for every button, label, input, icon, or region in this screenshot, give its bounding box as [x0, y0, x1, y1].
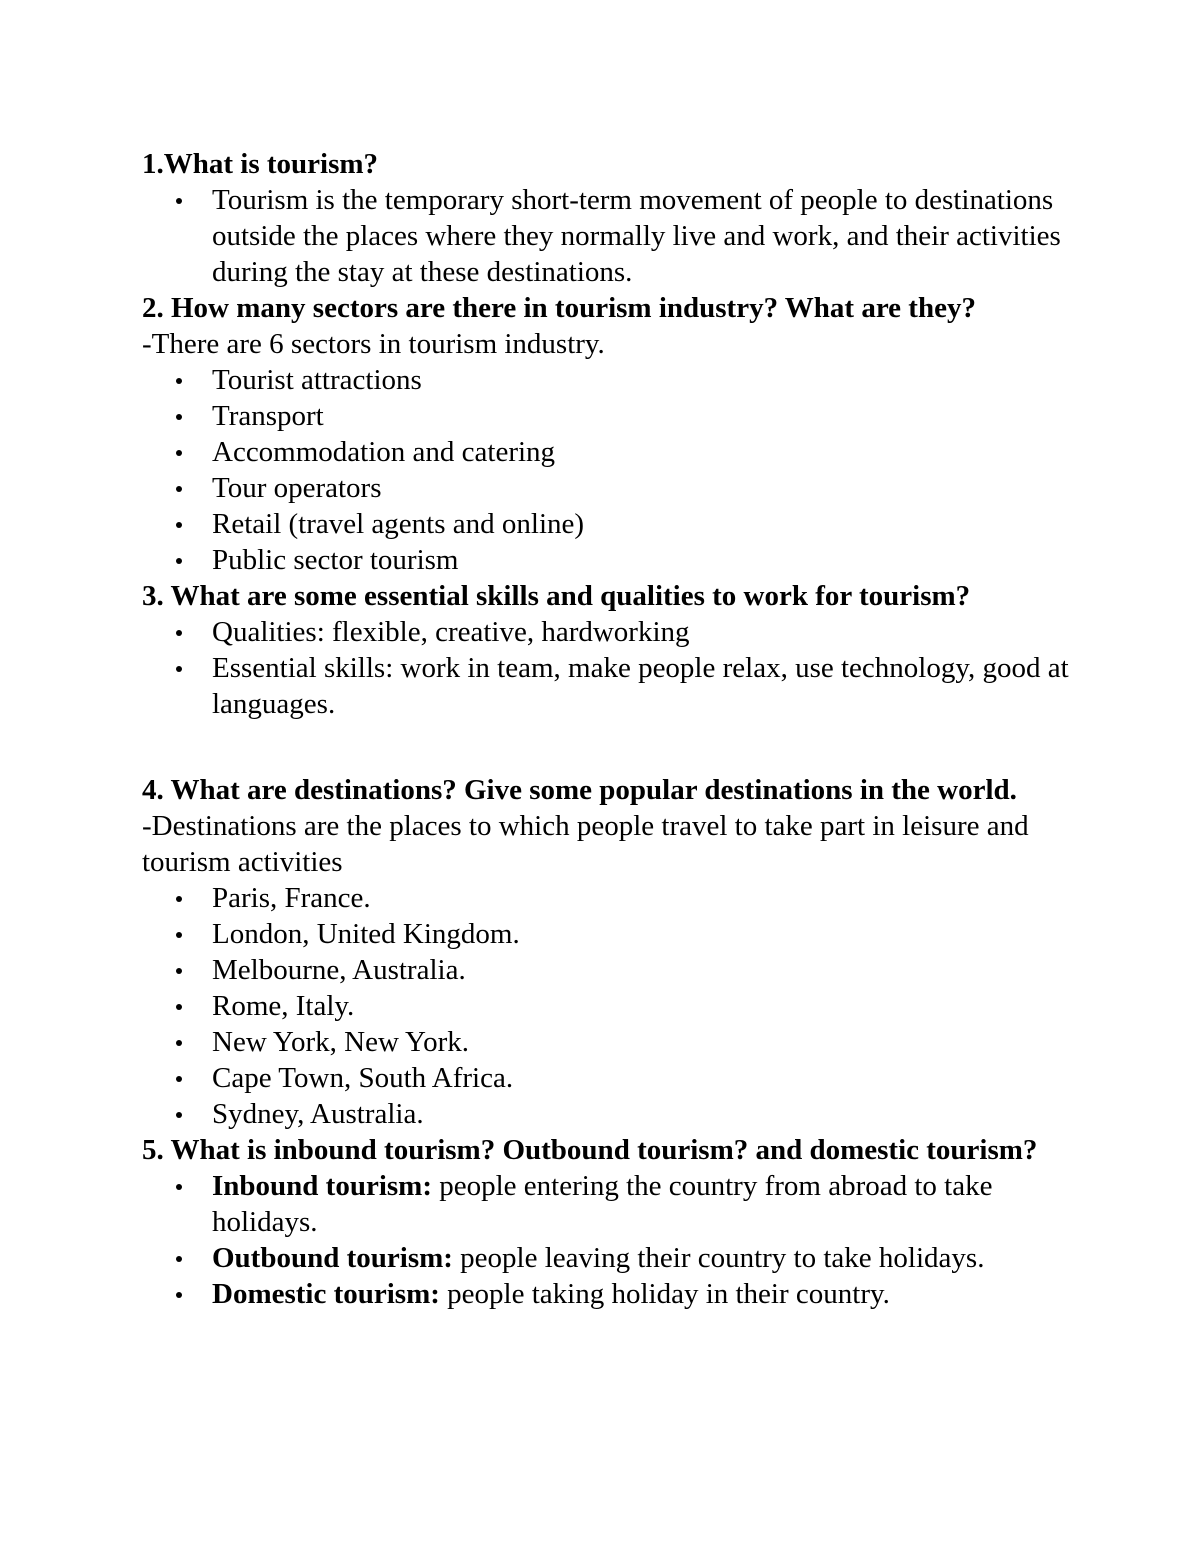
term-inbound: Inbound tourism:	[212, 1170, 432, 1202]
question-5-list	[142, 1168, 1072, 1312]
question-2-list	[142, 362, 1072, 578]
question-2-intro: -There are 6 sectors in tourism industry.	[142, 328, 605, 360]
list-item: Qualities: flexible, creative, hardworking	[142, 614, 1072, 650]
question-3-heading: 3. What are some essential skills and qualities to work for tourism?	[142, 580, 971, 612]
list-item	[142, 1168, 1072, 1240]
list-item	[142, 1240, 1072, 1276]
list-item: Tour operators	[142, 470, 1072, 506]
definition-inbound: people entering the country from abroad to take holidays.	[212, 1170, 993, 1238]
list-item: Rome, Italy.	[142, 988, 1072, 1024]
question-3-list	[142, 614, 1072, 722]
list-item: Essential skills: work in team, make people relax, use technology, good at languages.	[142, 650, 1072, 722]
list-item: Melbourne, Australia.	[142, 952, 1072, 988]
question-4-heading: 4. What are destinations? Give some popular destinations in the world.	[142, 774, 1017, 806]
question-4-list	[142, 880, 1072, 1132]
list-item: London, United Kingdom.	[142, 916, 1072, 952]
list-item: Tourist attractions	[142, 362, 1072, 398]
list-item: Sydney, Australia.	[142, 1096, 1072, 1132]
list-item: New York, New York.	[142, 1024, 1072, 1060]
question-1-list	[142, 182, 1072, 290]
list-item: Accommodation and catering	[142, 434, 1072, 470]
question-5-heading: 5. What is inbound tourism? Outbound tourism? and domestic tourism?	[142, 1134, 1038, 1166]
question-4-intro: -Destinations are the places to which people travel to take part in leisure and tourism activities	[142, 810, 1029, 878]
list-item: Transport	[142, 398, 1072, 434]
question-2-heading: 2. How many sectors are there in tourism industry? What are they?	[142, 292, 976, 324]
definition-domestic: people taking holiday in their country.	[439, 1278, 890, 1310]
blank-line	[142, 722, 1072, 772]
list-item: Retail (travel agents and online)	[142, 506, 1072, 542]
term-outbound: Outbound tourism:	[212, 1242, 453, 1274]
question-1-heading: 1.What is tourism?	[142, 148, 379, 180]
term-domestic: Domestic tourism:	[212, 1278, 440, 1310]
list-item: Paris, France.	[142, 880, 1072, 916]
list-item: Tourism is the temporary short-term movement of people to destinations outside the places where they normally live and work, and their activities during the stay at these destinations.	[142, 182, 1072, 290]
list-item	[142, 1276, 1072, 1312]
list-item: Cape Town, South Africa.	[142, 1060, 1072, 1096]
definition-outbound: people leaving their country to take holidays.	[452, 1242, 985, 1274]
list-item: Public sector tourism	[142, 542, 1072, 578]
document-page	[142, 146, 1072, 1312]
